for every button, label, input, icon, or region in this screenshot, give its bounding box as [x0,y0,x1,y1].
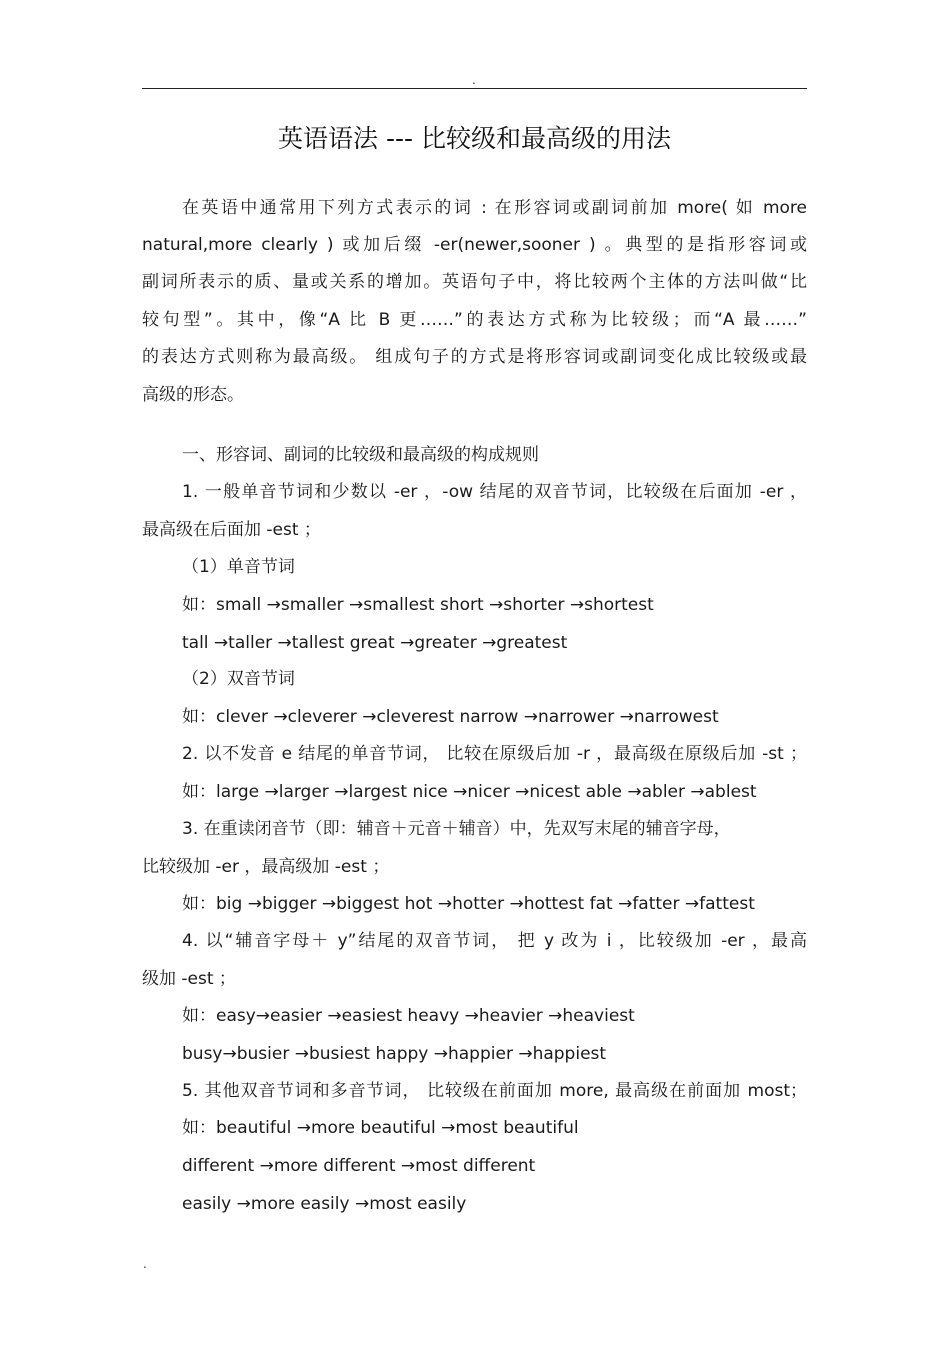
intro-line: 较句型”。其中，像“A 比 B 更……”的表达方式称为比较级；而“A 最……” [142,310,807,330]
subheading-two-syllable: （2）双音节词 [182,669,295,689]
intro-line: natural,more clearly ) 或加后缀 -er(newer,sooner ) 。典型的是指形容词或 [142,235,807,255]
example-line: 如：big →bigger →biggest hot →hotter →hottest fat →fatter →fattest [182,894,755,914]
example-line: 如：beautiful →more beautiful →most beautiful [182,1118,579,1138]
header-dot-mark: . [472,73,476,87]
intro-line: 在英语中通常用下列方式表示的词 : 在形容词或副词前加 more( 如 more [182,198,807,218]
rule-4-line: 4. 以“辅音字母＋ y”结尾的双音节词， 把 y 改为 i ，比较级加 -er ，最高 [182,931,807,951]
section-heading: 一、形容词、副词的比较级和最高级的构成规则 [182,445,539,465]
example-line: 如：easy→easier →easiest heavy →heavier →heaviest [182,1006,635,1026]
rule-3-line: 3. 在重读闭音节（即：辅音＋元音＋辅音）中，先双写末尾的辅音字母， [182,819,731,839]
rule-5-line: 5. 其他双音节词和多音节词， 比较级在前面加 more, 最高级在前面加 most； [182,1081,807,1101]
intro-line: 的表达方式则称为最高级。 组成句子的方式是将形容词或副词变化成比较级或最 [142,347,807,367]
subheading-single-syllable: （1）单音节词 [182,557,295,577]
example-line: tall →taller →tallest great →greater →greatest [182,633,568,653]
rule-1-line: 最高级在后面加 -est ； [142,520,321,540]
example-line: easily →more easily →most easily [182,1194,467,1214]
rule-1-line: 1. 一般单音节词和少数以 -er ，-ow 结尾的双音节词，比较级在后面加 -er ， [182,482,807,502]
example-line: 如：clever →cleverer →cleverest narrow →narrower →narrowest [182,707,719,727]
intro-line: 副词所表示的质、量或关系的增加。英语句子中，将比较两个主体的方法叫做“比 [142,272,807,292]
example-line: 如：small →smaller →smallest short →shorter →shortest [182,595,654,615]
example-line: different →more different →most different [182,1156,536,1176]
footer-dot-mark: . [143,1257,147,1271]
page-title: 英语语法 --- 比较级和最高级的用法 [278,124,671,153]
header-rule [142,88,807,89]
rule-4-line: 级加 -est ； [142,969,236,989]
rule-3-line: 比较级加 -er ，最高级加 -est ； [142,857,390,877]
rule-2-line: 2. 以不发音 e 结尾的单音节词， 比较在原级后加 -r ，最高级在原级后加 -st ； [182,744,807,764]
example-line: 如：large →larger →largest nice →nicer →nicest able →abler →ablest [182,782,757,802]
intro-line: 高级的形态。 [142,385,244,405]
example-line: busy→busier →busiest happy →happier →happiest [182,1044,607,1064]
